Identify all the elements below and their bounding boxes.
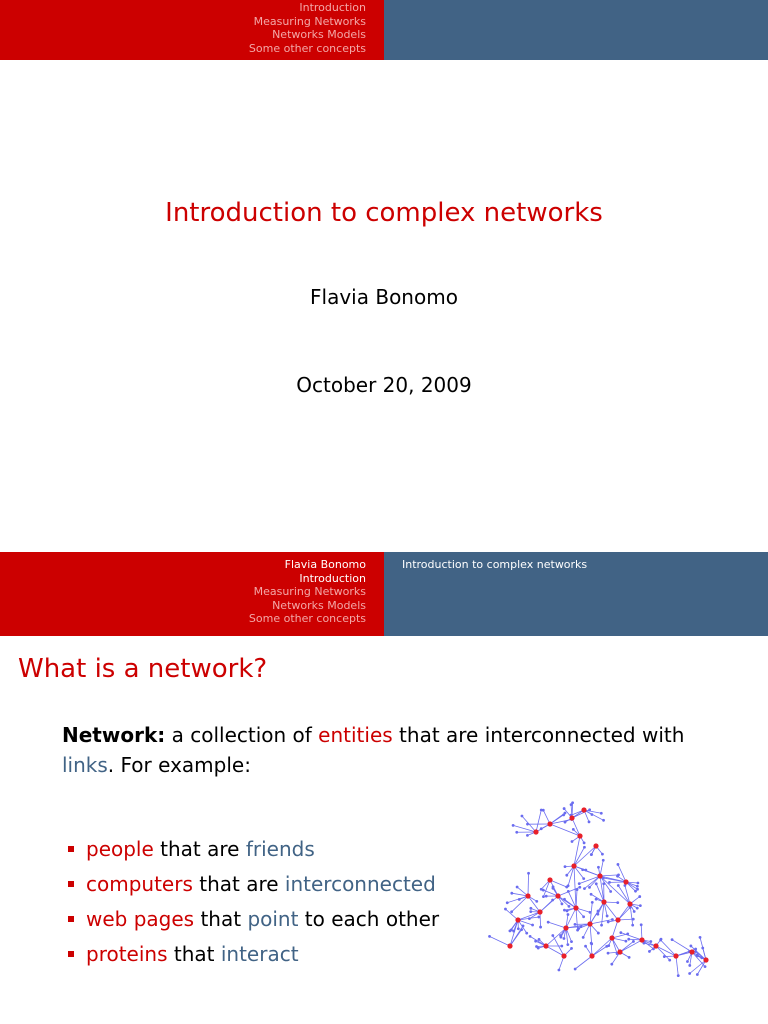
list-item: proteins that interact (62, 937, 439, 972)
network-definition-slide (0, 552, 768, 1024)
example-list (62, 832, 439, 972)
header-title: Introduction to complex networks (402, 558, 588, 571)
definition-text-3: . For example: (107, 753, 251, 777)
nav-item-other-concepts[interactable]: Some other concepts (248, 41, 366, 55)
frame-title: What is a network? (18, 654, 268, 684)
nav-item-measuring-networks[interactable]: Measuring Networks (253, 585, 366, 598)
definition-links: links (62, 753, 108, 777)
square-bullet-icon (68, 846, 74, 852)
nav-item-other-concepts[interactable]: Some other concepts (248, 612, 366, 625)
header-right-panel (384, 0, 768, 60)
network-graph-icon (480, 796, 720, 1016)
slide-header (0, 0, 768, 60)
nav-item-networks-models[interactable]: Networks Models (272, 28, 366, 41)
square-bullet-icon (68, 881, 74, 887)
header-title-panel (384, 552, 768, 636)
definition-text-2: that are interconnected with (392, 723, 685, 747)
definition-entities: entities (318, 723, 393, 747)
nav-item-measuring-networks[interactable]: Measuring Networks (253, 14, 366, 28)
presentation-date: October 20, 2009 (296, 373, 472, 397)
presentation-title: Introduction to complex networks (165, 198, 603, 228)
list-item: web pages that point to each other (62, 902, 439, 937)
list-item: computers that are interconnected (62, 867, 439, 902)
nav-item-introduction[interactable]: Introduction (299, 571, 366, 585)
square-bullet-icon (68, 916, 74, 922)
header-author: Flavia Bonomo (284, 558, 366, 571)
list-item: people that are friends (62, 832, 439, 867)
definition-term: Network: (62, 723, 166, 747)
presentation-author: Flavia Bonomo (310, 285, 458, 309)
square-bullet-icon (68, 951, 74, 957)
definition-text-1: a collection of (165, 723, 319, 747)
header-nav (0, 552, 384, 636)
slide-header (0, 552, 768, 636)
nav-item-networks-models[interactable]: Networks Models (272, 598, 366, 612)
nav-item-introduction[interactable]: Introduction (299, 1, 366, 14)
header-nav (0, 0, 384, 60)
network-definition (62, 720, 702, 780)
